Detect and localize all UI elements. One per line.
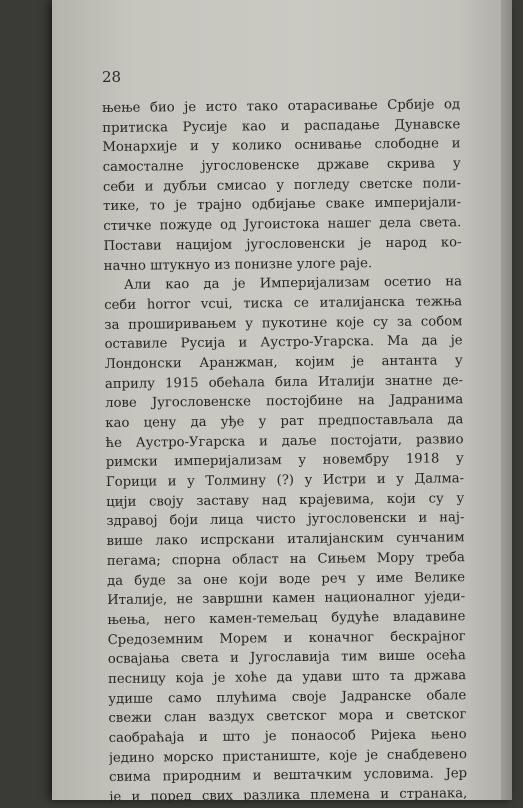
book-page — [52, 0, 512, 806]
text-line: саобраћаја и што је понаособ Ријека њено — [108, 727, 467, 746]
text-line: Постави нацијом југословенски је народ ко- — [103, 235, 462, 254]
text-line: за проширивањем у пукотине које су за собом — [104, 313, 463, 333]
text-line: тике, то је трајно одбијање сваке империјали- — [103, 195, 462, 215]
text-line: стичке пожуде од Југоистока нашег дела света. — [103, 215, 462, 235]
text-line: је и поред свих разлика племена и странака, — [109, 786, 468, 806]
text-line: Горици и у Толмину (?) у Истри и у Далма- — [105, 471, 465, 491]
text-line: Монархије и у колико оснивање слободне и — [102, 136, 461, 156]
text-line: једино морско пристаниште, које је снабдевено — [108, 746, 467, 766]
paragraph — [102, 95, 462, 276]
text-line: песницу која је хоће да удави што та држава — [107, 668, 467, 687]
text-line: притиска Русије као и распадање Дунавске — [102, 116, 461, 136]
text-line: пегама; спорна област на Сињем Мору треба — [106, 550, 465, 569]
text-line: Средоземним Морем и коначног бескрајног — [107, 628, 466, 648]
text-line: њење био је исто тако отарасивање Србије од — [102, 97, 461, 116]
text-line: свима природним и вештачким условима. Јер — [109, 766, 468, 786]
text-line: Италије, не завршни камен националног уједи- — [107, 589, 466, 609]
text-line: римски империјализам у новембру 1918 у — [105, 451, 464, 471]
text-line: априлу 1915 обећала била Италији знатне де- — [104, 372, 464, 392]
body-text — [102, 95, 467, 807]
page-number: 28 — [102, 68, 122, 86]
text-line: њења, него камен-темељац будуће владавине — [107, 609, 466, 628]
text-line: ће Аустро-Угарска и даље постојати, развио — [105, 431, 464, 451]
text-line: себи и дубљи смисао у погледу светске поли- — [102, 175, 461, 195]
text-line: себи horror vcui, тиска се италијанска тежња — [104, 294, 463, 313]
text-line: цији своју заставу над крајевима, који су у — [106, 490, 465, 510]
text-line: здравој боји лица чисто југословенски и нај- — [106, 510, 465, 530]
text-line: лове Југословенске постојбине на Јадранима — [105, 392, 464, 412]
text-line: Али као да је Империјализам осетио на — [123, 274, 463, 293]
paragraph — [104, 272, 468, 807]
text-line: начно штукнуо из понизне улоге раје. — [103, 255, 373, 274]
text-line: више лако испрскани италијанским сунчаним — [106, 530, 465, 550]
text-line: самосталне југословенске државе скрива у — [102, 156, 461, 176]
text-line: освајања света и Југославија тим више осећа — [107, 648, 466, 668]
text-line: као цену да уђе у рат предпостављала да — [105, 412, 464, 431]
text-line: удише само плућима своје Јадранске обале — [108, 687, 467, 707]
text-line: Лондонски Аранжман, којим је антанта у — [104, 353, 463, 372]
text-line: да буде за оне који воде реч у име Велике — [106, 569, 466, 589]
text-line: свежи слан ваздух светског мора и светског — [108, 707, 467, 727]
page-edge — [501, 0, 512, 800]
text-line: оставиле Русија и Аустро-Угарска. Ма да је — [104, 333, 463, 353]
